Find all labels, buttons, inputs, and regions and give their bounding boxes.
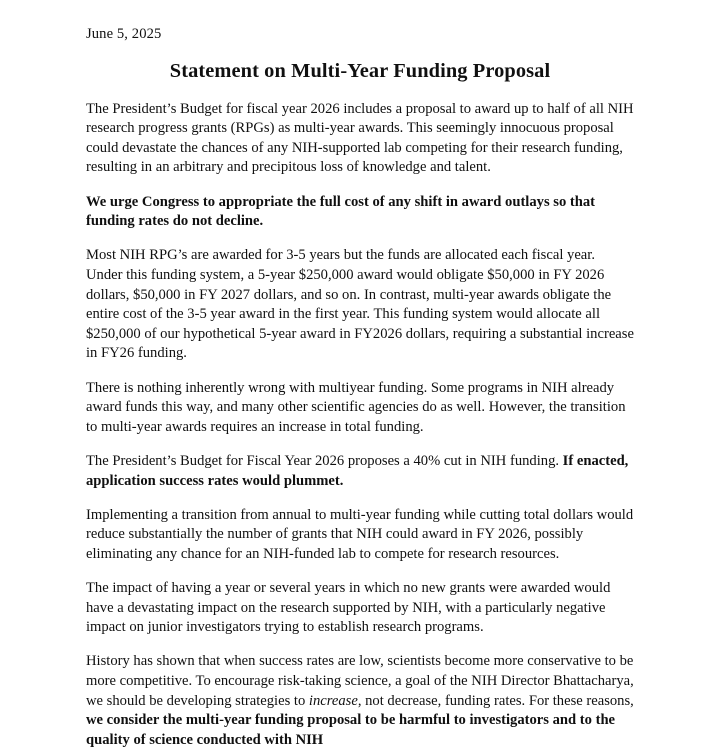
paragraph-8-part-a: History has shown that when success rates are low, scientists become more conservative to be more competitive. To encourage risk-taking science, a goal of the NIH Director Bhattacharya, we should be developing strategies to (86, 653, 634, 709)
date-text: June 5, 2025 (86, 26, 162, 42)
paragraph-1: The President’s Budget for fiscal year 2026 includes a proposal to award up to half of all NIH research progress grants (RPGs) as multi-year awards. This seemingly innocuous proposal could devastate the chances of any NIH-supported lab competing for their research funding, resulting in an arbitrary and precipitous loss of knowledge and talent. (86, 100, 634, 176)
paragraph-6: Implementing a transition from annual to multi-year funding while cutting total dollars would reduce substantially the number of grants that NIH could award in FY 2026, possibly eliminating any chance for an NIH-funded lab to compete for research resources. (86, 506, 634, 562)
paragraph-8-italic-increase: increase (308, 692, 358, 709)
paragraph-4: There is nothing inherently wrong with multiyear funding. Some programs in NIH already award funds this way, and many other scientific agencies do as well. However, the transition to multi-year awards requires an increase in total funding. (86, 379, 626, 435)
paragraph-8 (86, 652, 634, 750)
paragraph-7: The impact of having a year or several years in which no new grants were awarded would have a devastating impact on the research supported by NIH, with a particularly negative impact on junior investigators trying to establish research programs. (86, 580, 611, 636)
paragraph-8-part-b: , not decrease, funding rates. For these reasons, (357, 692, 634, 709)
paragraph-2-call-to-action: We urge Congress to appropriate the full cost of any shift in award outlays so that funding rates do not decline. (86, 193, 596, 230)
paragraph-5-lead: The President’s Budget for Fiscal Year 2026 proposes a 40% cut in NIH funding. (86, 452, 563, 469)
page-title: Statement on Multi-Year Funding Proposal (169, 59, 551, 82)
document-date (86, 26, 634, 44)
paragraph-8-emphasis: we consider the multi-year funding proposal to be harmful to investigators and to the quality of science conducted with NIH (86, 712, 616, 748)
paragraph-5-emphasis: If enacted, application success rates would plummet. (86, 452, 629, 489)
paragraph-3: Most NIH RPG’s are awarded for 3-5 years but the funds are allocated each fiscal year. Under this funding system, a 5-year $250,000 award would obligate $50,000 in FY 2026 dollars, $50,000 in FY 2027 dollars, and so on. In contrast, multi-year awards obligate the entire cost of the 3-5 year award in the first year. This funding system would allocate all $250,000 of our hypothetical 5-year award in FY2026 dollars, requiring a substantial increase in FY26 funding. (86, 247, 634, 362)
paragraph-5 (86, 452, 634, 491)
